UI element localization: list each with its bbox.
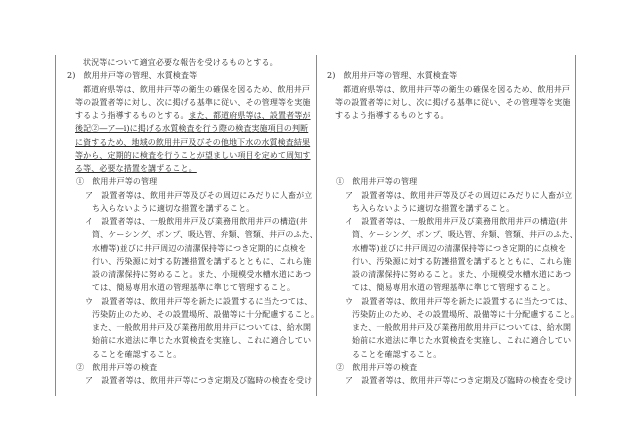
line-text: ア 設置者等は、飲用井戸等につき定期及び臨時の検査を受け: [345, 376, 573, 385]
text-line: [76, 363, 157, 373]
line-text: 行い、汚染源に対する防護措置を講ずるとともに、これら施: [352, 256, 572, 266]
text-line: [85, 297, 312, 307]
text-line: [352, 244, 566, 254]
line-text: するよう指導するものとする。: [335, 111, 449, 120]
line-text: ち入らないように適切な措置を講ずること。: [352, 203, 515, 213]
text-line: [92, 350, 181, 360]
text-line: [75, 164, 197, 174]
text-line: [83, 85, 310, 95]
text-line: [352, 230, 578, 240]
line-text: ② 飲用井戸等の検査: [76, 362, 158, 372]
text-line: [67, 71, 197, 81]
text-line: [352, 204, 514, 214]
line-text: 2) 飲用井戸等の管理、水質検査等: [327, 71, 458, 81]
text-line: [85, 376, 312, 386]
line-text: ち入らないように適切な措置を講ずること。: [92, 203, 255, 213]
text-line: [75, 111, 311, 121]
text-line: [345, 191, 572, 201]
line-text: 汚染防止のため、その設置場所、設備等に十分配慮すること。: [92, 309, 320, 319]
table-border-right: [575, 55, 576, 396]
text-line: [335, 98, 570, 108]
text-line: [335, 111, 449, 121]
line-text: 汚染防止のため、その設置場所、設備等に十分配慮すること。: [352, 309, 580, 319]
underlined-amendment-text: 後記②―ア―i)に掲げる水質検査を行う際の検査実施項目の判断: [75, 124, 309, 134]
line-text: イ 設置者等は、一般飲用井戸及び業務用飲用井戸の構造(井: [85, 217, 308, 226]
line-text: 水槽等)並びに井戸周辺の清潔保持等につき定期的に点検を: [92, 243, 307, 253]
text-line: [76, 177, 157, 187]
text-line: [92, 336, 311, 346]
text-line: [343, 85, 570, 95]
text-line: [352, 270, 571, 280]
text-line: [85, 191, 312, 201]
line-text: 始前に水道法に準じた水質検査を実施し、これに適合してい: [352, 336, 572, 346]
underlined-amendment-text: る等、必要な措置を講ずること。: [75, 164, 197, 173]
line-text: 状況等について適宜必要な報告を受けるものとする。: [83, 58, 278, 67]
underlined-amendment-text: に資するため、地域の飲用井戸及びその他地下水の水質検査結果: [75, 137, 311, 147]
text-line: [83, 58, 278, 68]
text-line: [336, 177, 417, 187]
line-text: 筒、ケーシング、ポンプ、吸込管、弁類、管類、井戸のふた、: [352, 230, 578, 240]
line-text: ては、簡易専用水道の管理基準に準じて管理すること。: [352, 283, 555, 293]
text-line: [75, 138, 310, 148]
text-line: [75, 151, 310, 161]
text-line: [352, 310, 579, 320]
text-line: [85, 217, 307, 227]
text-line: [336, 363, 417, 373]
text-line: [75, 124, 308, 134]
line-text: ウ 設置者等は、飲用井戸等を新たに設置するに当たつては、: [85, 296, 313, 306]
text-line: [345, 217, 567, 227]
text-line: [92, 270, 311, 280]
line-text: ① 飲用井戸等の管理: [336, 177, 418, 187]
text-line: [345, 376, 572, 386]
line-text: 都道府県等は、飲用井戸等の衛生の確保を図るため、飲用井戸: [343, 84, 571, 94]
text-line: [352, 350, 441, 360]
text-line: [92, 244, 306, 254]
text-line: [92, 204, 254, 214]
line-text: 筒、ケーシング、ポンプ、吸込管、弁類、管類、井戸のふた、: [92, 230, 318, 240]
line-text: イ 設置者等は、一般飲用井戸及び業務用飲用井戸の構造(井: [345, 217, 568, 226]
line-text: ア 設置者等は、飲用井戸等及びその周辺にみだりに人畜が立: [345, 190, 573, 200]
line-text: ア 設置者等は、飲用井戸等及びその周辺にみだりに人畜が立: [85, 190, 313, 200]
text-line: [352, 283, 555, 293]
underlined-amendment-text: 等から、定期的に検査を行うことが望ましい項目を定めて周知す: [75, 150, 311, 160]
text-line: [92, 230, 318, 240]
line-text: 設の清潔保持に努めること。また、小規模受水槽水道にあつ: [92, 270, 312, 279]
line-text: ウ 設置者等は、飲用井戸等を新たに設置するに当たつては、: [345, 296, 573, 306]
line-text: 水槽等)並びに井戸周辺の清潔保持等につき定期的に点検を: [352, 243, 567, 253]
line-text: 設の清潔保持に努めること。また、小規模受水槽水道にあつ: [352, 270, 572, 279]
text-line: [352, 257, 571, 267]
text-line: [92, 310, 319, 320]
line-text: ては、簡易専用水道の管理基準に準じて管理すること。: [92, 283, 295, 293]
line-text: ② 飲用井戸等の検査: [336, 362, 418, 372]
underlined-amendment-text: また、都道府県等は、設置者等が: [188, 111, 311, 120]
line-text: するよう指導するものとする。: [75, 111, 189, 120]
line-text: 行い、汚染源に対する防護措置を講ずるとともに、これら施: [92, 256, 312, 266]
text-line: [92, 323, 311, 333]
line-text: また、一般飲用井戸及び業務用飲用井戸については、給水開: [352, 323, 572, 332]
line-text: 都道府県等は、飲用井戸等の衛生の確保を図るため、飲用井戸: [83, 84, 311, 94]
text-line: [352, 323, 571, 333]
line-text: 等の設置者等に対し、次に掲げる基準に従い、その管理等を実施: [75, 97, 311, 107]
line-text: 2) 飲用井戸等の管理、水質検査等: [67, 71, 198, 81]
table-border-left: [55, 55, 56, 396]
text-line: [75, 98, 310, 108]
line-text: ① 飲用井戸等の管理: [76, 177, 158, 187]
line-text: ることを確認すること。: [92, 349, 182, 359]
text-line: [352, 336, 571, 346]
line-text: また、一般飲用井戸及び業務用飲用井戸については、給水開: [92, 323, 312, 332]
line-text: 等の設置者等に対し、次に掲げる基準に従い、その管理等を実施: [335, 97, 571, 107]
text-line: [92, 257, 311, 267]
line-text: 始前に水道法に準じた水質検査を実施し、これに適合してい: [92, 336, 312, 346]
text-line: [92, 283, 295, 293]
table-border-middle: [316, 55, 317, 396]
line-text: ることを確認すること。: [352, 349, 442, 359]
text-line: [345, 297, 572, 307]
text-line: [327, 71, 457, 81]
line-text: ア 設置者等は、飲用井戸等につき定期及び臨時の検査を受け: [85, 376, 313, 385]
